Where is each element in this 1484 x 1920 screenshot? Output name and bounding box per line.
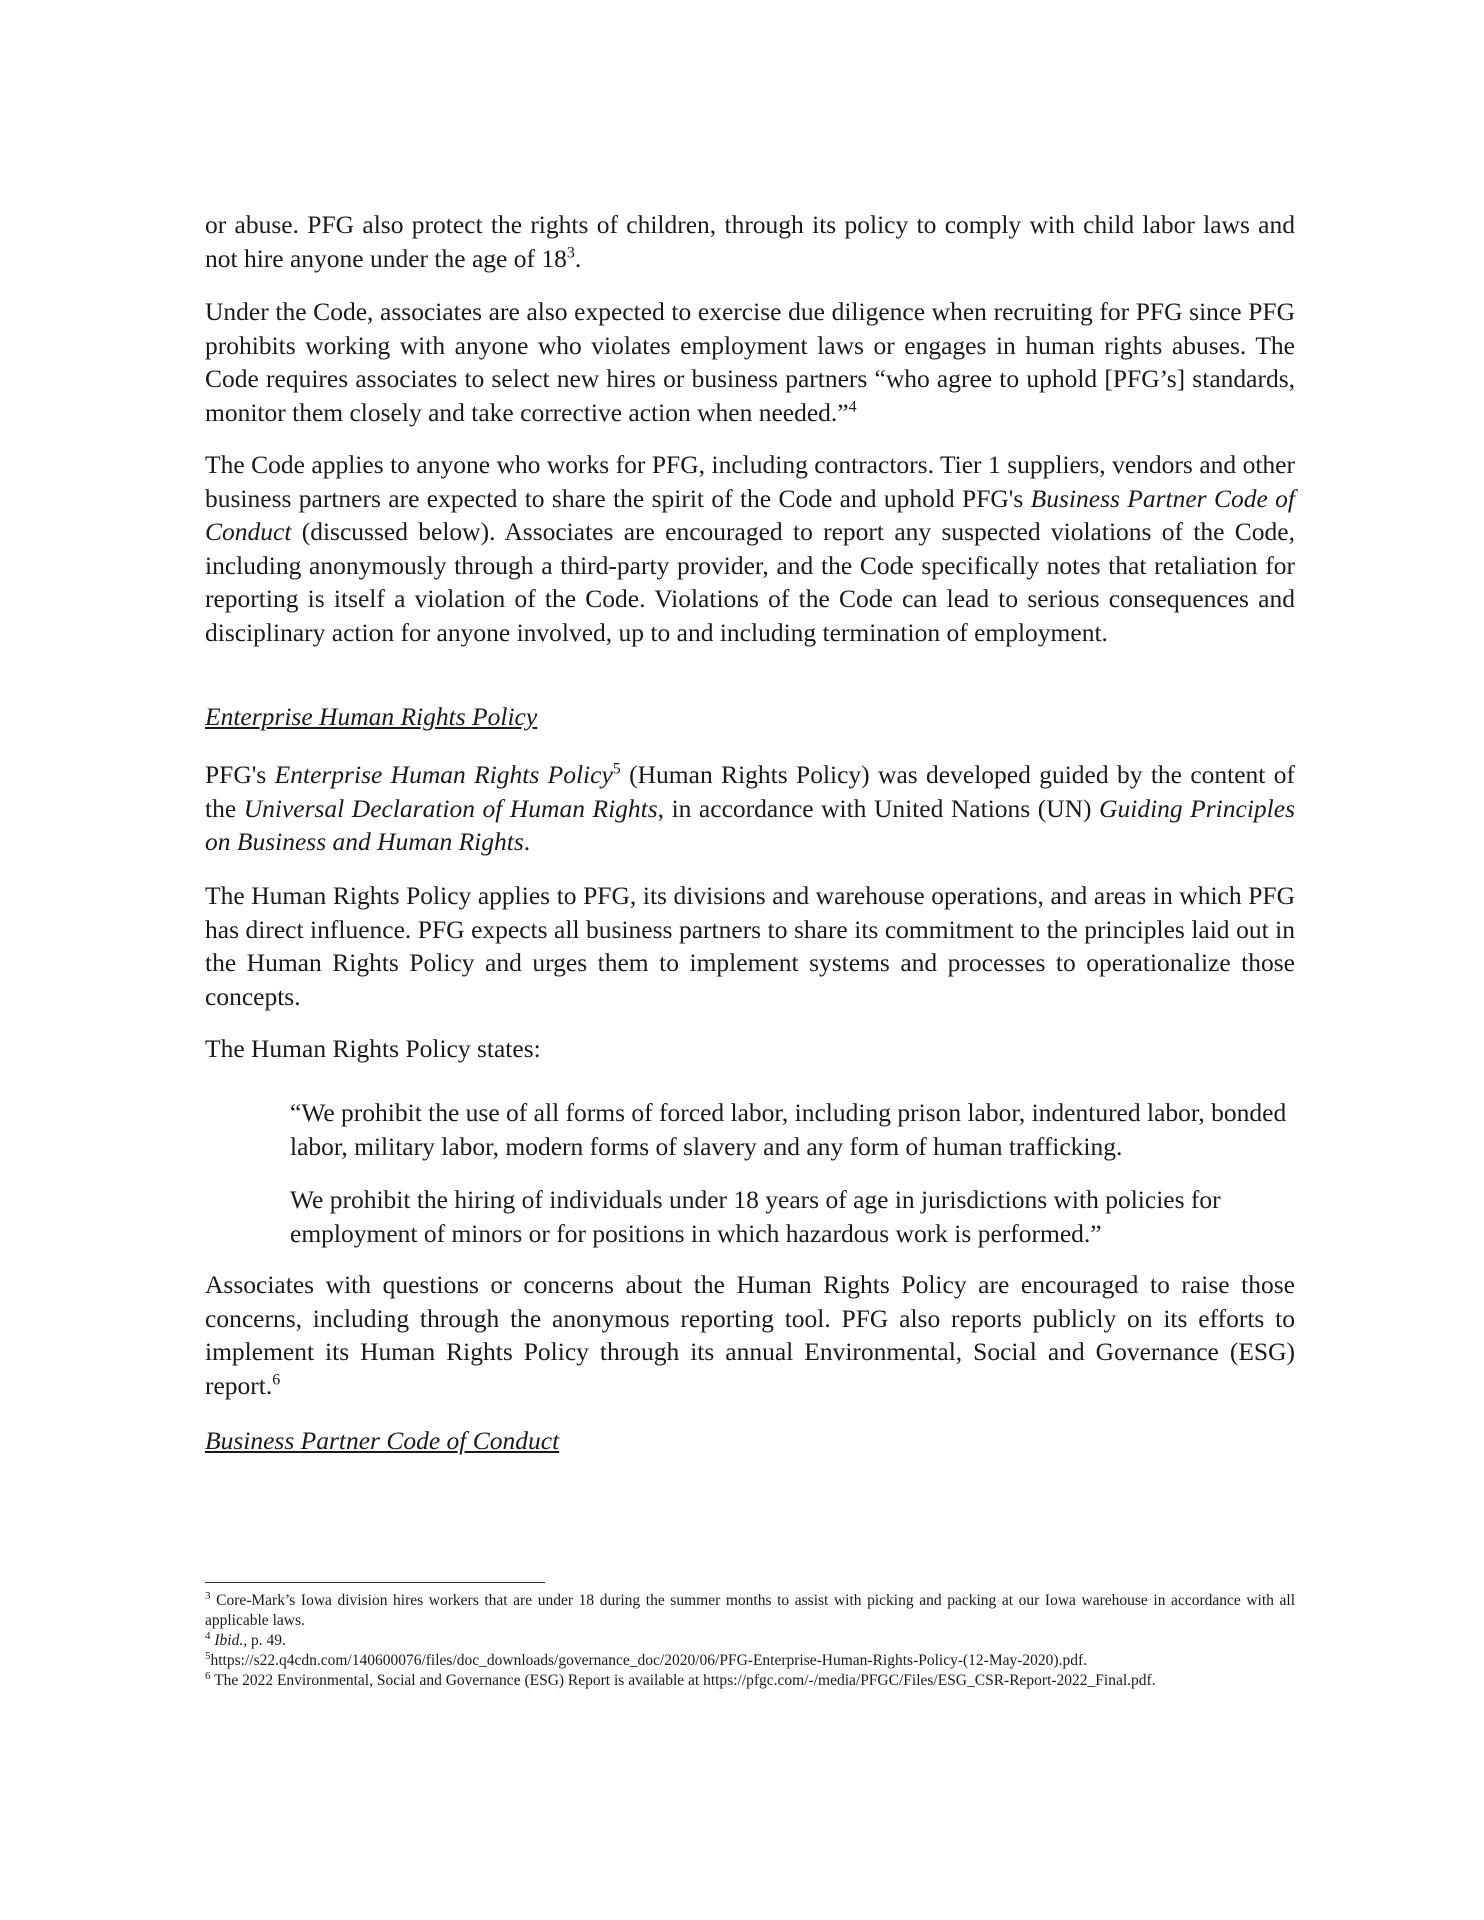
quote-hiring-minors: We prohibit the hiring of individuals under 18 years of age in jurisdictions with policies for employment of minors or for positions in which hazardous work is performed.” — [290, 1185, 1221, 1248]
footnote-mark: 5 — [205, 1649, 211, 1662]
footnote-ref-3: 3 — [566, 244, 575, 261]
footnote-text: , p. 49. — [243, 1632, 286, 1649]
footnote-3 — [205, 1591, 1295, 1630]
footnote-divider — [205, 1582, 545, 1583]
paragraph-code-applies — [205, 448, 1295, 649]
paragraph-end: . — [574, 243, 582, 273]
paragraph-text: (Human Rights Policy) was developed guided by the content of the — [205, 760, 1295, 823]
footnote-ref-4: 4 — [848, 398, 857, 415]
italic-title: Guiding Principles on Business and Human Rights — [205, 793, 1295, 856]
italic-title: Business Partner Code of Conduct — [205, 483, 1295, 546]
footnote-4 — [205, 1631, 1295, 1651]
paragraph-text: (discussed below). Associates are encouraged to report any suspected violations of the Code, including anonymously through a third-party provider, and the Code specifically notes that retaliation for reporting is itself a violation of the Code. Violations of the Code can lead to serious consequences and disciplinary action for anyone involved, up to and including termination of employment. — [205, 517, 1295, 647]
italic-title: Enterprise Human Rights Policy — [274, 760, 613, 789]
footnote-mark: 3 — [205, 1589, 211, 1602]
footnote-mark: 6 — [205, 1669, 211, 1682]
paragraph-text: Associates with questions or concerns about the Human Rights Policy are encouraged to raise those concerns, including through the anonymous reporting tool. PFG also reports publicly on its efforts to implement its Human Rights Policy through its annual Environmental, Social and Governance (ESG) report. — [205, 1270, 1295, 1400]
footnote-text: Core-Mark’s Iowa division hires workers that are under 18 during the summer months to assist with picking and packing at our Iowa warehouse in accordance with all applicable laws. — [205, 1592, 1295, 1629]
paragraph-associates-concerns — [205, 1268, 1295, 1402]
paragraph-policy-states: The Human Rights Policy states: — [205, 1034, 541, 1063]
paragraph-policy-guided — [205, 758, 1295, 859]
footnote-text: The 2022 Environmental, Social and Governance (ESG) Report is available at https://pfgc.com/-/media/PFGC/Files/ESG_CSR-Report-2022_Final.pdf. — [214, 1672, 1156, 1689]
paragraph-policy-applies: The Human Rights Policy applies to PFG, its divisions and warehouse operations, and areas in which PFG has direct influence. PFG expects all business partners to share its commitment to the principles laid out in the Human Rights Policy and urges them to implement systems and processes to operationalize those concepts. — [205, 881, 1295, 1011]
paragraph-text: Under the Code, associates are also expected to exercise due diligence when recruiting for PFG since PFG prohibits working with anyone who violates employment laws or engages in human rights abuses. The Code requires associates to select new hires or business partners “who agree to uphold [PFG’s] standards, monitor them closely and take corrective action when needed.” — [205, 297, 1295, 427]
paragraph-text: The Code applies to anyone who works for PFG, including contractors. Tier 1 suppliers, vendors and other business partners are expected to share the spirit of the Code and uphold PFG's — [205, 450, 1295, 513]
footnote-italic: Ibid. — [214, 1632, 244, 1649]
footnote-ref-5: 5 — [612, 760, 621, 778]
footnote-mark: 4 — [205, 1629, 211, 1642]
section-heading-business-partner-code: Business Partner Code of Conduct — [205, 1426, 560, 1455]
quote-forced-labor: “We prohibit the use of all forms of forced labor, including prison labor, indentured labor, bonded labor, military labor, modern forms of slavery and any form of human trafficking. — [290, 1098, 1287, 1161]
paragraph-end: . — [523, 827, 531, 856]
paragraph-text: , in accordance with United Nations (UN) — [657, 793, 1100, 823]
italic-title: Universal Declaration of Human Rights — [243, 793, 658, 823]
footnote-6 — [205, 1671, 1295, 1691]
footnote-ref-6: 6 — [272, 1371, 281, 1388]
paragraph-text: or abuse. PFG also protect the rights of children, through its policy to comply with child labor laws and not hire anyone under the age of 18 — [205, 210, 1295, 273]
paragraph-text: PFG's — [205, 760, 275, 789]
paragraph-child-labor — [205, 208, 1295, 275]
footnote-5 — [205, 1651, 1295, 1671]
section-heading-human-rights-policy: Enterprise Human Rights Policy — [205, 702, 538, 731]
footnote-text: https://s22.q4cdn.com/140600076/files/doc_downloads/governance_doc/2020/06/PFG-Enterprise-Human-Rights-Policy-(12-May-2020).pdf. — [210, 1652, 1087, 1669]
paragraph-due-diligence — [205, 295, 1295, 429]
